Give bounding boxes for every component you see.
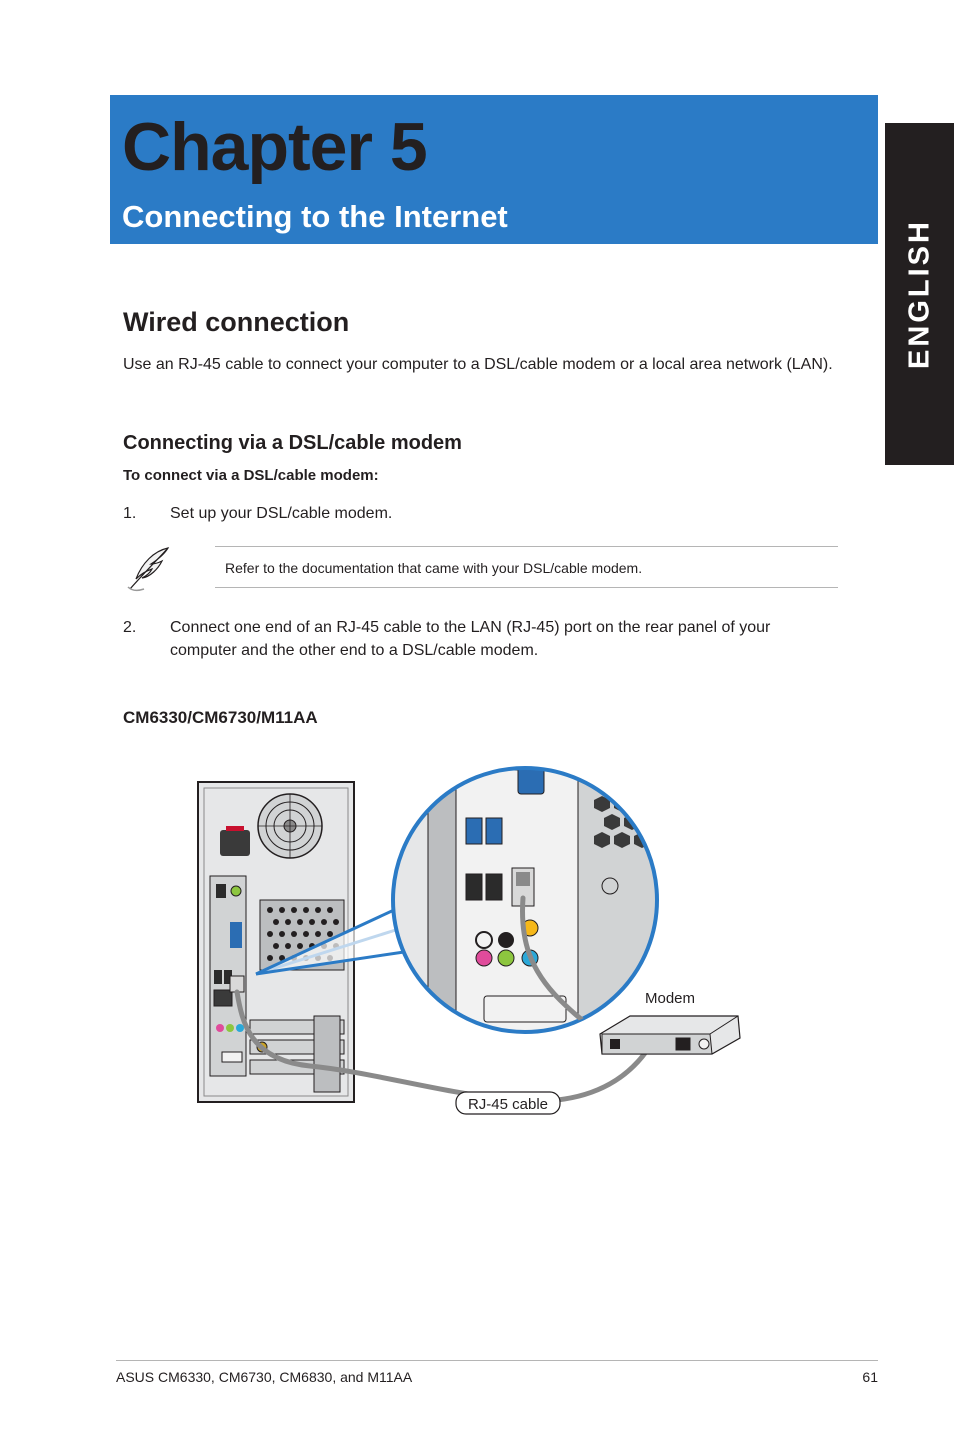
footer-product: ASUS CM6330, CM6730, CM6830, and M11AA xyxy=(116,1369,413,1385)
usb-port-icon xyxy=(466,818,482,844)
modem xyxy=(600,1016,740,1054)
procedure-title: To connect via a DSL/cable modem: xyxy=(123,467,379,484)
cable-label: RJ-45 cable xyxy=(467,1096,549,1113)
step-text: Connect one end of an RJ-45 cable to the LAN (RJ-45) port on the rear panel of your computer and the other end to a DSL/cable modem. xyxy=(170,619,771,659)
connection-diagram xyxy=(190,760,750,1120)
chapter-title: Chapter 5 xyxy=(122,109,427,185)
zoomed-io-panel xyxy=(390,760,670,1040)
page-number: 61 xyxy=(862,1369,878,1385)
step-number: 2. xyxy=(123,619,137,636)
chapter-banner xyxy=(110,95,878,244)
usb-port-icon xyxy=(466,874,482,900)
model-label: CM6330/CM6730/M11AA xyxy=(123,708,318,727)
subheading: Connecting via a DSL/cable modem xyxy=(123,432,462,454)
language-tab-label: ENGLISH xyxy=(903,219,935,369)
dvi-port-icon xyxy=(484,996,566,1022)
usb-port-icon xyxy=(486,874,502,900)
power-socket-icon xyxy=(220,830,250,856)
modem-lan-port-icon xyxy=(676,1038,690,1050)
usb-port-icon xyxy=(486,818,502,844)
section-heading: Wired connection xyxy=(123,307,350,337)
modem-label: Modem xyxy=(645,990,696,1007)
note-box xyxy=(215,546,838,588)
footer-rule xyxy=(116,1360,878,1361)
chapter-subtitle: Connecting to the Internet xyxy=(122,199,508,234)
step-number: 1. xyxy=(123,505,137,522)
intro-paragraph: Use an RJ-45 cable to connect your computer to a DSL/cable modem or a local area network (LAN). xyxy=(123,356,833,373)
note-text: Refer to the documentation that came with your DSL/cable modem. xyxy=(225,560,643,576)
step-text: Set up your DSL/cable modem. xyxy=(170,505,393,522)
feather-pen-icon xyxy=(124,545,174,593)
language-tab xyxy=(885,123,954,465)
